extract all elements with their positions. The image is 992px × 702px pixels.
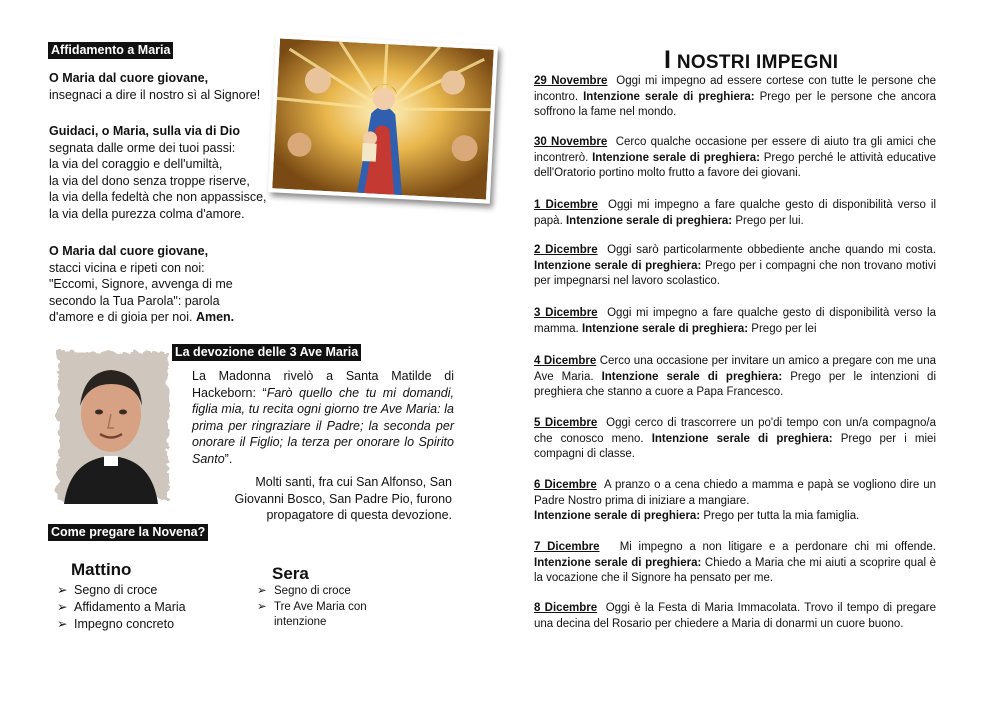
list-item: ➢ Impegno concreto — [57, 617, 175, 631]
prayer-line: stacci vicina e ripeti con noi: — [49, 260, 205, 275]
prayer-line: segnata dalle orme dei tuoi passi: — [49, 140, 236, 155]
entry-date: 8 Dicembre — [534, 602, 598, 614]
entry-text: Oggi sarò particolarmente obbediente anche quando mi costa. — [607, 244, 936, 256]
intention-label: Intenzione serale di preghiera: — [592, 151, 760, 164]
impegno-entry — [534, 135, 936, 182]
list-item: ➢ Tre Ave Maria con intenzione — [257, 600, 367, 628]
entry-date: 30 Novembre — [534, 136, 608, 148]
entry-intention: Prego perché le attività educative dell'Oratorio portino molto frutto a favore dei giovani. — [534, 151, 937, 180]
madonna-illustration — [272, 39, 494, 200]
entry-text: Oggi mi impegno a fare qualche gesto di disponibilità verso la mamma. — [534, 307, 936, 335]
entry-intention: Prego per le intenzioni di preghiera che stanno a cuore a Papa Francesco. — [534, 370, 936, 399]
saint-portrait — [50, 344, 172, 504]
entry-date: 7 Dicembre — [534, 541, 600, 553]
arrow-bullet-icon: ➢ — [257, 585, 267, 597]
devozione-paragraph — [192, 368, 454, 467]
prayer-stanza-1 — [49, 70, 289, 103]
entry-date: 2 Dicembre — [534, 244, 598, 256]
entry-date: 4 Dicembre — [534, 355, 597, 367]
prayer-line: insegnaci a dire il nostro sì al Signore! — [49, 87, 261, 102]
prayer-line: la via del dono senza troppe riserve, — [49, 173, 250, 188]
devozione-intro: La Madonna rivelò a Santa Matilde di Hackeborn: “ — [192, 369, 454, 400]
entry-intention: Prego per lei — [751, 322, 817, 335]
devozione-saints: Molti santi, fra cui San Alfonso, San Giovanni Bosco, San Padre Pio, furono propagatore di questa devozione. — [234, 475, 452, 522]
novena-heading: Come pregare la Novena? — [48, 524, 208, 541]
impegno-entry — [534, 601, 936, 632]
prayer-line: secondo la Tua Parola": parola — [49, 293, 220, 308]
entry-date: 1 Dicembre — [534, 199, 598, 211]
list-item: ➢ Segno di croce — [57, 583, 158, 597]
arrow-bullet-icon: ➢ — [57, 617, 68, 631]
prayer-stanza-3 — [49, 243, 289, 326]
intention-label: Intenzione serale di preghiera: — [581, 322, 749, 335]
entry-date: 29 Novembre — [534, 75, 608, 87]
prayer-line: d'amore e di gioia per noi. — [49, 310, 193, 324]
entry-text: Cerco qualche occasione per essere di aiuto tra gli amici che incontrerò. — [534, 136, 937, 164]
entry-text: Mi impegno a non litigare e a perdonare chi mi offende. — [619, 541, 936, 553]
entry-intention: Prego per lui. — [735, 214, 804, 227]
impegno-entry — [534, 306, 936, 337]
entry-date: 5 Dicembre — [534, 417, 598, 429]
entry-intention: Chiedo a Maria che mi aiuti a scoprire qual è la vocazione che il Signore ha pensato per me. — [534, 556, 936, 585]
list-item: ➢ Affidamento a Maria — [57, 600, 186, 614]
intention-label: Intenzione serale di preghiera: — [534, 259, 702, 272]
entry-intention: Prego per i miei compagni di classe. — [534, 432, 936, 461]
intention-label: Intenzione serale di preghiera: — [565, 214, 733, 227]
impegno-entry — [534, 540, 936, 587]
impegno-entry — [534, 198, 936, 229]
intention-label: Intenzione serale di preghiera: — [601, 370, 783, 383]
entry-text: A pranzo o a cena chiedo a mamma e papà se vogliono dire un Padre Nostro prima di iniziare a mangiare. — [534, 479, 936, 507]
entry-intention: Prego per tutta la mia famiglia. — [703, 510, 860, 523]
prayer-line-bold: Guidaci, o Maria, sulla via di Dio — [49, 124, 241, 138]
entry-text: Oggi mi impegno ad essere cortese con tutte le persone che incontro. — [534, 75, 936, 103]
entry-text: Oggi mi impegno a fare qualche gesto di disponibilità verso il papà. — [534, 199, 936, 227]
prayer-line: la via del coraggio e dell'umiltà, — [49, 157, 223, 171]
arrow-bullet-icon: ➢ — [57, 600, 68, 614]
sera-list — [257, 584, 397, 631]
arrow-bullet-icon: ➢ — [257, 600, 267, 613]
prayer-stanza-2 — [49, 123, 289, 222]
affidamento-heading: Affidamento a Maria — [48, 42, 173, 59]
madonna-image — [268, 34, 498, 203]
page-title: I NOSTRI IMPEGNI — [664, 46, 839, 74]
devozione-quote: Farò quello che tu mi domandi, figlia mia, tu recita ogni giorno tre Ave Maria: la prima per ringraziare il Padre; la seconda per onorare il Figlio; la terza per onorare lo Spirito Santo — [192, 385, 454, 466]
impegno-entry — [534, 354, 936, 401]
devozione-close: ”. — [224, 451, 233, 466]
intention-label: Intenzione serale di preghiera: — [583, 90, 755, 103]
arrow-bullet-icon: ➢ — [57, 583, 68, 597]
entry-text: Oggi è la Festa di Maria Immacolata. Trovo il tempo di pregare una decina del Rosario per chiedere a Maria di donarmi un cuore buono. — [534, 602, 936, 630]
impegno-entry — [534, 243, 936, 290]
prayer-line-bold: O Maria dal cuore giovane, — [49, 71, 209, 85]
devozione-heading: La devozione delle 3 Ave Maria — [172, 344, 361, 361]
prayer-line: la via della purezza colma d'amore. — [49, 206, 245, 221]
impegno-entry — [534, 74, 936, 121]
impegno-entry — [534, 416, 936, 463]
sera-title: Sera — [272, 564, 309, 583]
entry-date: 3 Dicembre — [534, 307, 598, 319]
mattino-list — [57, 582, 186, 633]
prayer-line: "Eccomi, Signore, avvenga di me — [49, 277, 233, 291]
left-column — [0, 0, 480, 702]
impegno-entry — [534, 478, 936, 525]
entry-text: Cerco una occasione per invitare un amico a pregare con me una Ave Maria. — [534, 355, 936, 383]
entry-intention: Prego per i compagni che non trovano motivi per impegnarsi nel lavoro scolastico. — [534, 259, 937, 288]
intention-label: Intenzione serale di preghiera: — [534, 510, 701, 523]
list-item: ➢ Segno di croce — [257, 584, 397, 600]
intention-label: Intenzione serale di preghiera: — [651, 432, 833, 445]
entry-intention: Prego per le persone che ancora soffrono la fame nel mondo. — [534, 90, 937, 119]
prayer-line-bold: O Maria dal cuore giovane, — [49, 244, 209, 258]
amen-text: Amen. — [195, 310, 235, 324]
prayer-line: la via della fedeltà che non appassisce, — [49, 190, 267, 204]
entry-date: 6 Dicembre — [534, 479, 597, 491]
intention-label: Intenzione serale di preghiera: — [534, 556, 702, 569]
mattino-title: Mattino — [71, 560, 132, 579]
saint-illustration — [50, 344, 172, 504]
entry-text: Oggi cerco di trascorrere un po'di tempo con un/a compagno/a che conosco meno. — [534, 417, 936, 445]
